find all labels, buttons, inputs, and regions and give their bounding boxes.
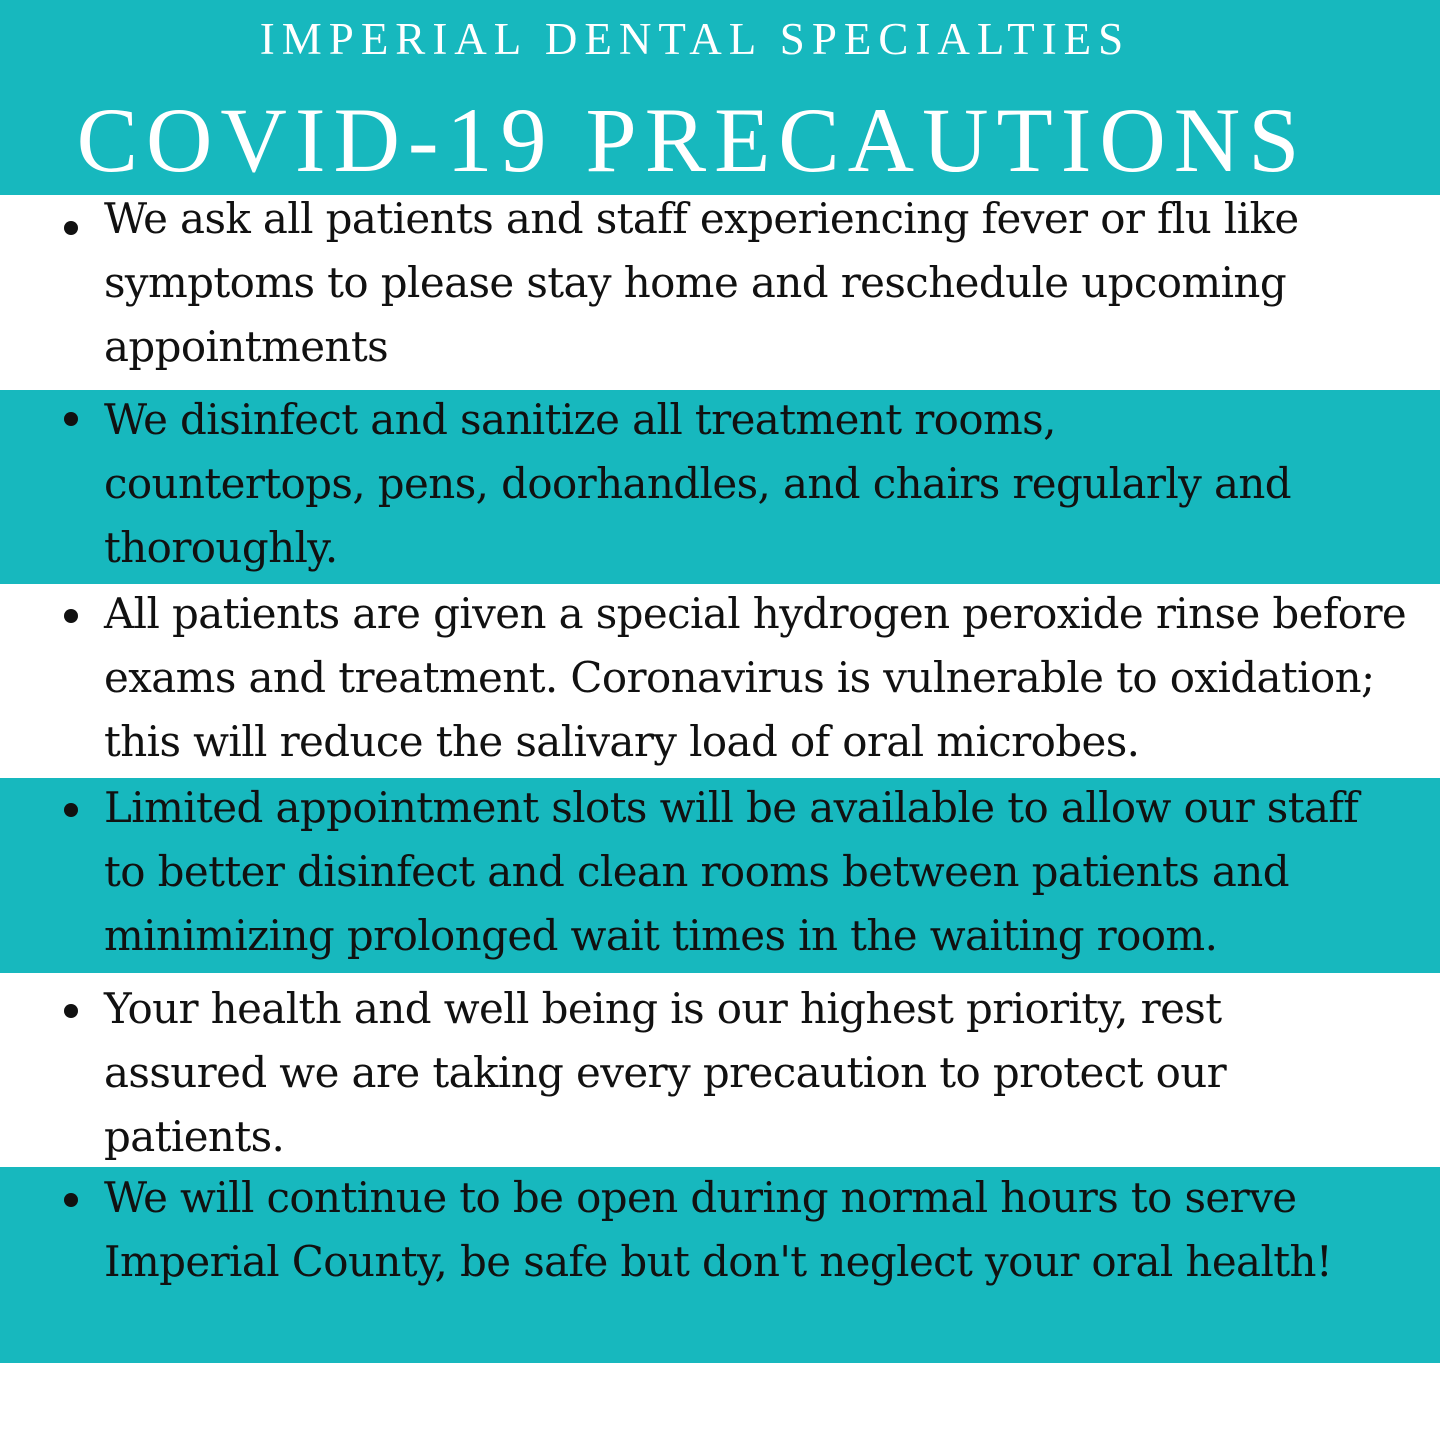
precaution-item <box>0 1167 1440 1363</box>
practice-name: IMPERIAL DENTAL SPECIALTIES <box>259 14 1131 64</box>
bullet-icon <box>64 1004 78 1018</box>
precaution-text: We ask all patients and staff experiencing fever or flu like symptoms to please stay home and reschedule upcoming appointments <box>104 194 1299 371</box>
precaution-item <box>0 584 1440 778</box>
precaution-text: We disinfect and sanitize all treatment rooms, countertops, pens, doorhandles, and chairs regularly and thoroughly. <box>104 395 1292 572</box>
precaution-item <box>0 778 1440 973</box>
precaution-item <box>0 390 1440 584</box>
page-title: COVID-19 PRECAUTIONS <box>76 89 1308 191</box>
bullet-icon <box>64 412 78 426</box>
precaution-text: Limited appointment slots will be available to allow our staff to better disinfect and clean rooms between patients and minimizing prolonged wait times in the waiting room. <box>104 783 1359 960</box>
precaution-text: All patients are given a special hydrogen peroxide rinse before exams and treatment. Coronavirus is vulnerable to oxidation; this will reduce the salivary load of oral microbes. <box>104 589 1407 766</box>
header-band <box>0 0 1440 195</box>
bullet-icon <box>64 803 78 817</box>
precaution-item <box>0 973 1440 1167</box>
bullet-icon <box>64 609 78 623</box>
precaution-text: Your health and well being is our highest priority, rest assured we are taking every precaution to protect our patients. <box>104 984 1227 1161</box>
bullet-icon <box>64 221 78 235</box>
bullet-icon <box>64 1193 78 1207</box>
precaution-text: We will continue to be open during normal hours to serve Imperial County, be safe but don't neglect your oral health! <box>104 1173 1333 1286</box>
precaution-item <box>0 195 1440 390</box>
